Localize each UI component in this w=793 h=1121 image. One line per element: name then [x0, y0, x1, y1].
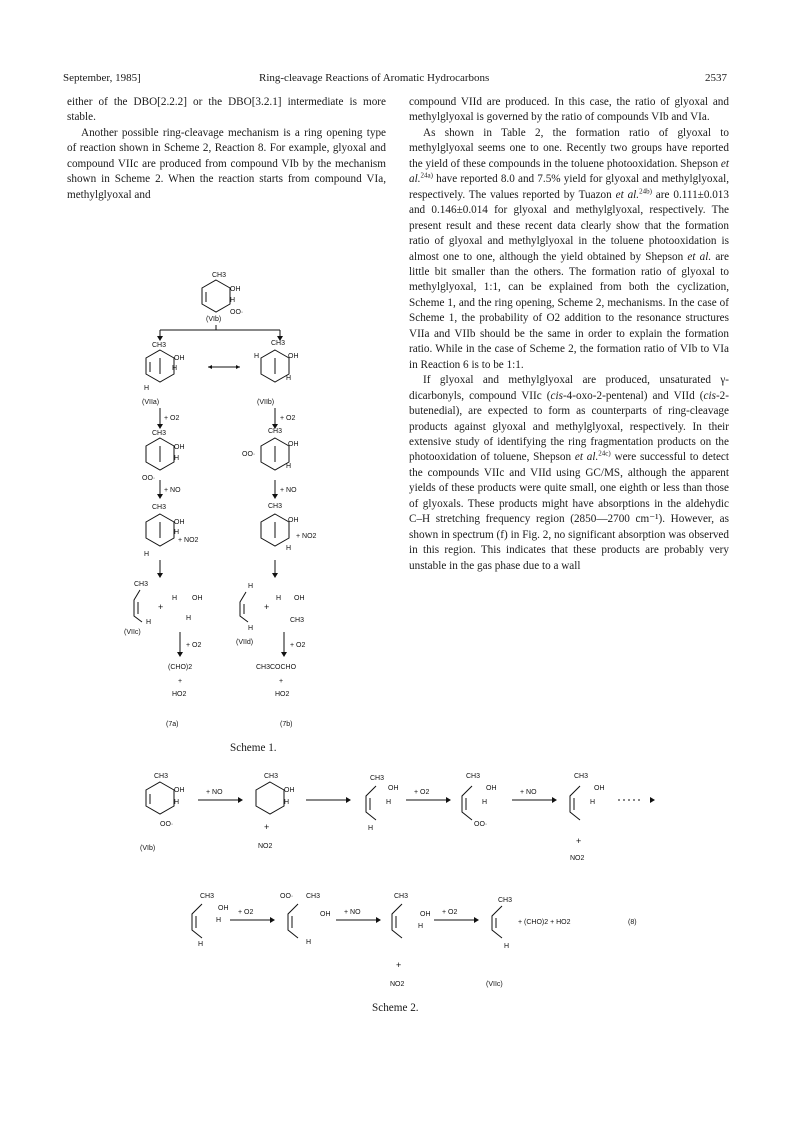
svg-text:(VIIb): (VIIb): [257, 399, 275, 406]
molecule-vib: [202, 272, 243, 323]
svg-text:+: +: [158, 602, 164, 612]
svg-text:OH: OH: [174, 519, 185, 526]
molecule-viic-product: [124, 581, 203, 636]
svg-text:+ NO2: + NO2: [178, 537, 199, 544]
intermediate-peroxy: [462, 773, 497, 828]
right-column-text: [409, 95, 729, 574]
svg-text:(VIIa): (VIIa): [142, 399, 160, 406]
svg-text:H: H: [368, 825, 374, 832]
left-column-text: [67, 95, 386, 203]
scheme-2-caption: Scheme 2.: [372, 1002, 419, 1014]
svg-text:OH: OH: [294, 595, 305, 602]
svg-text:NO2: NO2: [390, 981, 405, 988]
intermediate-row2-c: [390, 893, 431, 988]
svg-text:+ O2: + O2: [280, 415, 296, 422]
svg-text:H: H: [230, 297, 236, 304]
svg-text:OH: OH: [218, 905, 229, 912]
scheme-2-tail: + (CHO)2 + HO2: [518, 919, 571, 926]
svg-text:OH: OH: [192, 595, 203, 602]
svg-text:CH3: CH3: [200, 893, 215, 900]
svg-text:OH: OH: [388, 785, 399, 792]
scheme-1-figure: [120, 270, 360, 740]
molecule-peroxy-a: [142, 430, 185, 482]
svg-text:CH3: CH3: [152, 342, 167, 349]
svg-text:H: H: [286, 545, 292, 552]
paragraph: If glyoxal and methylglyoxal are produced, unsaturated γ-dicarbonyls, compound VIIc (cis-4-oxo-2-pentenal) and VIId (cis-2-butenedial), are expected to form as counterparts of ring-cleavage products against glyoxal and methylglyoxal, respectively. In their extensive study of identifying the ring fragmentation products on the photooxidation of toluene, Shepson et al.$^{24c)}$ were successful to detect the compounds VIIc and VIId using GC/MS, although the apparent yields of these products were quite small, one eighth or less than those of glyoxals. These products might have absorptions in the aldehydic C–H stretching frequency region (2850—2700 cm⁻¹). However, as shown in spectrum (f) in Fig. 2, no significant absorption was observed in this region. This indicates that these products are probably very unstable in the gas phase due to a wall: [409, 374, 729, 572]
svg-text:H: H: [186, 615, 192, 622]
svg-text:CH3: CH3: [466, 773, 481, 780]
svg-text:OO·: OO·: [474, 821, 488, 828]
svg-text:+ O2: + O2: [186, 642, 202, 649]
svg-text:OH: OH: [174, 444, 185, 451]
intermediate-row2-b: [280, 893, 331, 946]
svg-text:OH: OH: [284, 787, 295, 794]
paragraph: As shown in Table 2, the formation ratio of glyoxal to methylglyoxal seems one to one. Recently two groups have reported the yield of these compounds in the toluene photooxidation. Shepson et al.$^{24a)}$ have reported 8.0 and 7.5% yield for glyoxal and methylglyoxal, respectively. The values reported by Tuazon et al.$^{24b)}$ are 0.111±0.013 and 0.146±0.014 for glyoxal and methylglyoxal, respectively. The present result and these recent data clearly show that the formation ratio of glyoxal and methylglyoxal in the toluene photooxidation is almost one to one, although the yield obtained by Shepson et al. are little bit smaller than the others. The formation ratio of glyoxal to methylglyoxal, 1:1, can be explained from both the cyclization, Scheme 1, and the ring opening, Scheme 2, mechanisms. In the case of Scheme 1, the probability of O2 addition to the resonance structures VIIa and VIIb should be the same in order to explain the formation ratio. While in the case of Scheme 2, the formation ratio of VIb to VIa in Reaction 6 is to be 1:1.: [409, 126, 729, 371]
svg-text:+ NO: + NO: [344, 909, 361, 916]
paragraph: compound VIId are produced. In this case, the ratio of glyoxal and methylglyoxal is governed by the ratio of compounds VIb and VIa.: [409, 96, 729, 124]
svg-text:(VIb): (VIb): [140, 845, 156, 852]
molecule-peroxy-b: [242, 428, 299, 470]
svg-text:HO2: HO2: [275, 691, 290, 698]
paragraph: Another possible ring-cleavage mechanism is a ring opening type of reaction shown in Scheme 2, Reaction 8. For example, glyoxal and compound VIIc are produced from compound VIb by the mechanism shown in Scheme 2. When the reaction starts from compound VIa, methylglyoxal and: [67, 126, 386, 201]
svg-text:H: H: [172, 595, 178, 602]
svg-text:+ NO: + NO: [164, 487, 181, 494]
svg-text:CH3: CH3: [370, 775, 385, 782]
running-header-left: September, 1985]: [63, 72, 141, 84]
svg-text:H: H: [482, 799, 488, 806]
svg-text:H: H: [146, 619, 152, 626]
svg-text:+ O2: + O2: [442, 909, 458, 916]
svg-text:+ NO: + NO: [280, 487, 297, 494]
molecule-alkoxy-b: [261, 503, 317, 552]
svg-text:CH3: CH3: [268, 428, 283, 435]
product-methylglyoxal: CH3COCHO: [256, 664, 297, 671]
svg-text:OO·: OO·: [142, 475, 156, 482]
svg-text:H: H: [254, 353, 260, 360]
svg-text:CH3: CH3: [394, 893, 409, 900]
svg-text:CH3: CH3: [498, 897, 513, 904]
svg-text:CH3: CH3: [264, 773, 279, 780]
svg-text:OH: OH: [174, 787, 185, 794]
svg-text:H: H: [174, 455, 180, 462]
svg-text:OH: OH: [320, 911, 331, 918]
svg-text:+: +: [279, 678, 284, 685]
svg-text:OH: OH: [230, 286, 241, 293]
svg-text:CH3: CH3: [152, 430, 167, 437]
svg-text:CH3: CH3: [268, 503, 283, 510]
svg-text:H: H: [216, 917, 222, 924]
svg-text:OH: OH: [174, 355, 185, 362]
svg-text:(VIId): (VIId): [236, 639, 254, 646]
svg-text:H: H: [248, 625, 254, 632]
svg-text:H: H: [386, 799, 392, 806]
svg-text:H: H: [144, 385, 150, 392]
svg-text:+: +: [396, 960, 402, 970]
svg-text:CH3: CH3: [306, 893, 321, 900]
svg-text:NO2: NO2: [570, 855, 585, 862]
intermediate-alkoxy-2: [570, 773, 605, 862]
svg-text:OO·: OO·: [280, 893, 294, 900]
svg-text:OH: OH: [288, 353, 299, 360]
svg-text:+: +: [264, 822, 270, 832]
svg-text:+ O2: + O2: [164, 415, 180, 422]
svg-text:H: H: [276, 595, 282, 602]
page-number: 2537: [705, 72, 727, 84]
svg-text:NO2: NO2: [258, 843, 273, 850]
svg-text:CH3: CH3: [134, 581, 149, 588]
svg-text:+ NO: + NO: [520, 789, 537, 796]
svg-text:H: H: [144, 551, 150, 558]
reaction-label-7a: (7a): [166, 721, 179, 728]
intermediate-row2-a: [192, 893, 229, 948]
svg-text:H: H: [504, 943, 510, 950]
svg-text:CH3: CH3: [574, 773, 589, 780]
molecule-alkoxy-a: [144, 504, 199, 558]
svg-text:H: H: [174, 529, 180, 536]
svg-text:OO·: OO·: [160, 821, 174, 828]
svg-text:H: H: [198, 941, 204, 948]
svg-text:OO·: OO·: [230, 309, 244, 316]
svg-text:H: H: [306, 939, 312, 946]
product-viic: [486, 897, 512, 988]
running-header-title: Ring-cleavage Reactions of Aromatic Hydrocarbons: [259, 72, 490, 84]
svg-text:+ NO: + NO: [206, 789, 223, 796]
svg-text:+ O2: + O2: [290, 642, 306, 649]
svg-text:(VIb): (VIb): [206, 316, 222, 323]
svg-text:H: H: [248, 583, 254, 590]
svg-text:H: H: [172, 365, 178, 372]
svg-text:CH3: CH3: [290, 617, 305, 624]
svg-text:H: H: [286, 463, 292, 470]
svg-text:OH: OH: [420, 911, 431, 918]
svg-text:(VIIc): (VIIc): [124, 629, 141, 636]
svg-text:+: +: [576, 836, 582, 846]
svg-text:+ O2: + O2: [414, 789, 430, 796]
svg-text:HO2: HO2: [172, 691, 187, 698]
reaction-label-8: (8): [628, 919, 637, 926]
product-glyoxal: (CHO)2: [168, 664, 193, 671]
svg-text:CH3: CH3: [152, 504, 167, 511]
svg-text:CH3: CH3: [271, 340, 286, 347]
molecule-viid-product: [236, 583, 305, 646]
svg-text:H: H: [284, 799, 290, 806]
molecule-viia: [142, 342, 185, 406]
svg-text:+ NO2: + NO2: [296, 533, 317, 540]
svg-text:+: +: [264, 602, 270, 612]
molecule-viib: [254, 340, 299, 406]
svg-text:OH: OH: [486, 785, 497, 792]
scheme-2-figure: [130, 768, 690, 998]
svg-text:H: H: [174, 799, 180, 806]
svg-text:(VIIc): (VIIc): [486, 981, 503, 988]
svg-text:OO·: OO·: [242, 451, 256, 458]
svg-text:OH: OH: [288, 517, 299, 524]
svg-text:+: +: [178, 678, 183, 685]
svg-text:OH: OH: [288, 441, 299, 448]
svg-text:OH: OH: [594, 785, 605, 792]
molecule-vib: [140, 773, 185, 852]
svg-text:+ O2: + O2: [238, 909, 254, 916]
svg-text:CH3: CH3: [212, 272, 227, 279]
svg-text:H: H: [590, 799, 596, 806]
svg-text:CH3: CH3: [154, 773, 169, 780]
intermediate-alkoxy: [256, 773, 295, 850]
svg-text:H: H: [286, 375, 292, 382]
scheme-1-caption: Scheme 1.: [230, 742, 277, 754]
reaction-label-7b: (7b): [280, 721, 293, 728]
paragraph: either of the DBO[2.2.2] or the DBO[3.2.1] intermediate is more stable.: [67, 96, 386, 124]
intermediate-ring-opened: [366, 775, 399, 832]
svg-text:H: H: [418, 923, 424, 930]
